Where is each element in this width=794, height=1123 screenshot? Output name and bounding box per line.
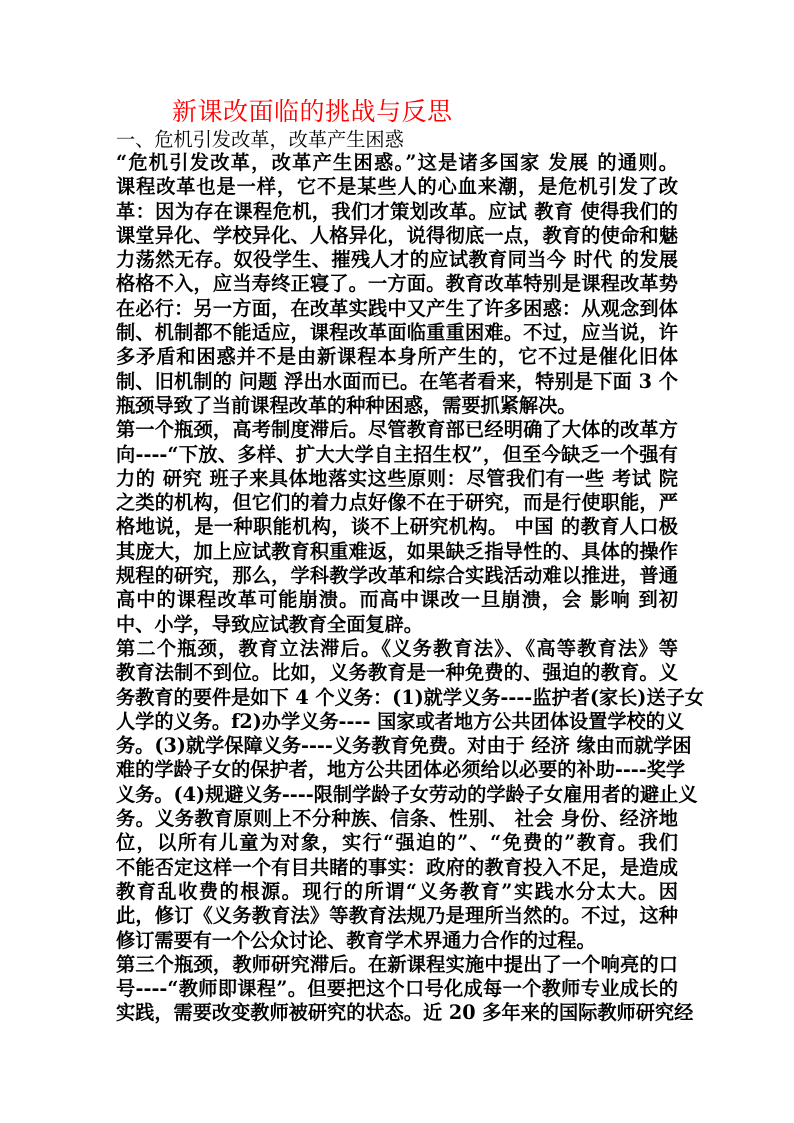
document-title: 新课改面临的挑战与反思 (172, 97, 453, 126)
paragraph-line: 课程改革也是一样，它不是某些人的心血来潮，是危机引发了改 (116, 175, 678, 199)
paragraph-line: 力荡然无存。奴役学生、摧残人才的应试教育同当今 时代 的发展 (116, 248, 678, 272)
paragraph-line: 难的学龄子女的保护者，地方公共团体必须给以必要的补助----奖学 (116, 758, 686, 782)
paragraph-line: 第一个瓶颈，高考制度滞后。尽管教育部已经明确了大体的改革方 (116, 418, 678, 442)
paragraph-line: 务。义务教育原则上不分种族、信条、性别、 社会 身份、经济地 (116, 807, 678, 831)
paragraph-line: 号----“教师即课程”。但要把这个口号化成每一个教师专业成长的 (116, 977, 678, 1001)
paragraph-line: 课堂异化、学校异化、人格异化，说得彻底一点，教育的使命和魅 (116, 223, 678, 247)
paragraph-line: 瓶颈导致了当前课程改革的种种困惑，需要抓紧解决。 (116, 393, 577, 417)
paragraph-line: 务。(3)就学保障义务----义务教育免费。对由于 经济 缘由而就学困 (116, 734, 692, 758)
paragraph-line: 之类的机构，但它们的着力点好像不在于研究，而是行使职能，严 (116, 491, 678, 515)
paragraph-line: 高中的课程改革可能崩溃。而高中课改一旦崩溃，会 影响 到初 (116, 588, 678, 612)
paragraph-line: 人学的义务。f2)办学义务---- 国家或者地方公共团体设置学校的义 (116, 709, 685, 733)
paragraph-line: 革：因为存在课程危机，我们才策划改革。应试 教育 使得我们的 (116, 199, 678, 223)
paragraph-line: 制、机制都不能适应，课程改革面临重重困难。不过，应当说，许 (116, 321, 678, 345)
paragraph-line: 在必行：另一方面，在改革实践中又产生了许多困惑：从观念到体 (116, 296, 678, 320)
paragraph-line: 规程的研究，那么，学科教学改革和综合实践活动难以推进，普通 (116, 564, 678, 588)
paragraph-line: 中、小学，导致应试教育全面复辟。 (116, 612, 423, 636)
paragraph-line: 教育法制不到位。比如，义务教育是一种免费的、强迫的教育。义 (116, 661, 678, 685)
document-body (116, 151, 704, 1026)
paragraph-line: 制、旧机制的 问题 浮出水面而已。在笔者看来，特别是下面 3 个 (116, 369, 678, 393)
paragraph-line: 第三个瓶颈，教师研究滞后。在新课程实施中提出了一个响亮的口 (116, 952, 678, 976)
paragraph-line: 力的 研究 班子来具体地落实这些原则：尽管我们有一些 考试 院 (116, 466, 678, 490)
paragraph-line: 义务。(4)规避义务----限制学龄子女劳动的学龄子女雇用者的避止义 (116, 782, 698, 806)
paragraph-line: 此，修订《义务教育法》等教育法规乃是理所当然的。不过，这种 (116, 904, 678, 928)
paragraph-line: 实践，需要改变教师被研究的状态。近 20 多年来的国际教师研究经 (116, 1001, 694, 1025)
paragraph-line: 格格不入，应当寿终正寝了。一方面。教育改革特别是课程改革势 (116, 272, 678, 296)
paragraph-line: 向----“下放、多样、扩大大学自主招生权”，但至今缺乏一个强有 (116, 442, 678, 466)
paragraph-line: 多矛盾和困惑并不是由新课程本身所产生的，它不过是催化旧体 (116, 345, 678, 369)
paragraph-line: 格地说，是一种职能机构，谈不上研究机构。 中国 的教育人口极 (116, 515, 678, 539)
paragraph-line: 不能否定这样一个有目共睹的事实：政府的教育投入不足，是造成 (116, 855, 678, 879)
paragraph-line: 务教育的要件是如下 4 个义务：(1)就学义务----监护者(家长)送子女 (116, 685, 704, 709)
document-page (116, 95, 704, 1026)
paragraph-line: 修订需要有一个公众讨论、教育学术界通力合作的过程。 (116, 928, 596, 952)
paragraph-line: 第二个瓶颈，教育立法滞后。《义务教育法》、《高等教育法》等 (116, 636, 678, 660)
paragraph-line: 其庞大，加上应试教育积重难返，如果缺乏指导性的、具体的操作 (116, 539, 678, 563)
paragraph-line: “危机引发改革，改革产生困惑。”这是诸多国家 发展 的通则。 (116, 151, 678, 174)
paragraph-line: 位，以所有儿童为对象，实行“强迫的”、“免费的”教育。我们 (116, 831, 678, 855)
section-heading: 一、危机引发改革，改革产生困惑 (116, 128, 404, 151)
paragraph-line: 教育乱收费的根源。现行的所谓“义务教育”实践水分太大。因 (116, 879, 678, 903)
